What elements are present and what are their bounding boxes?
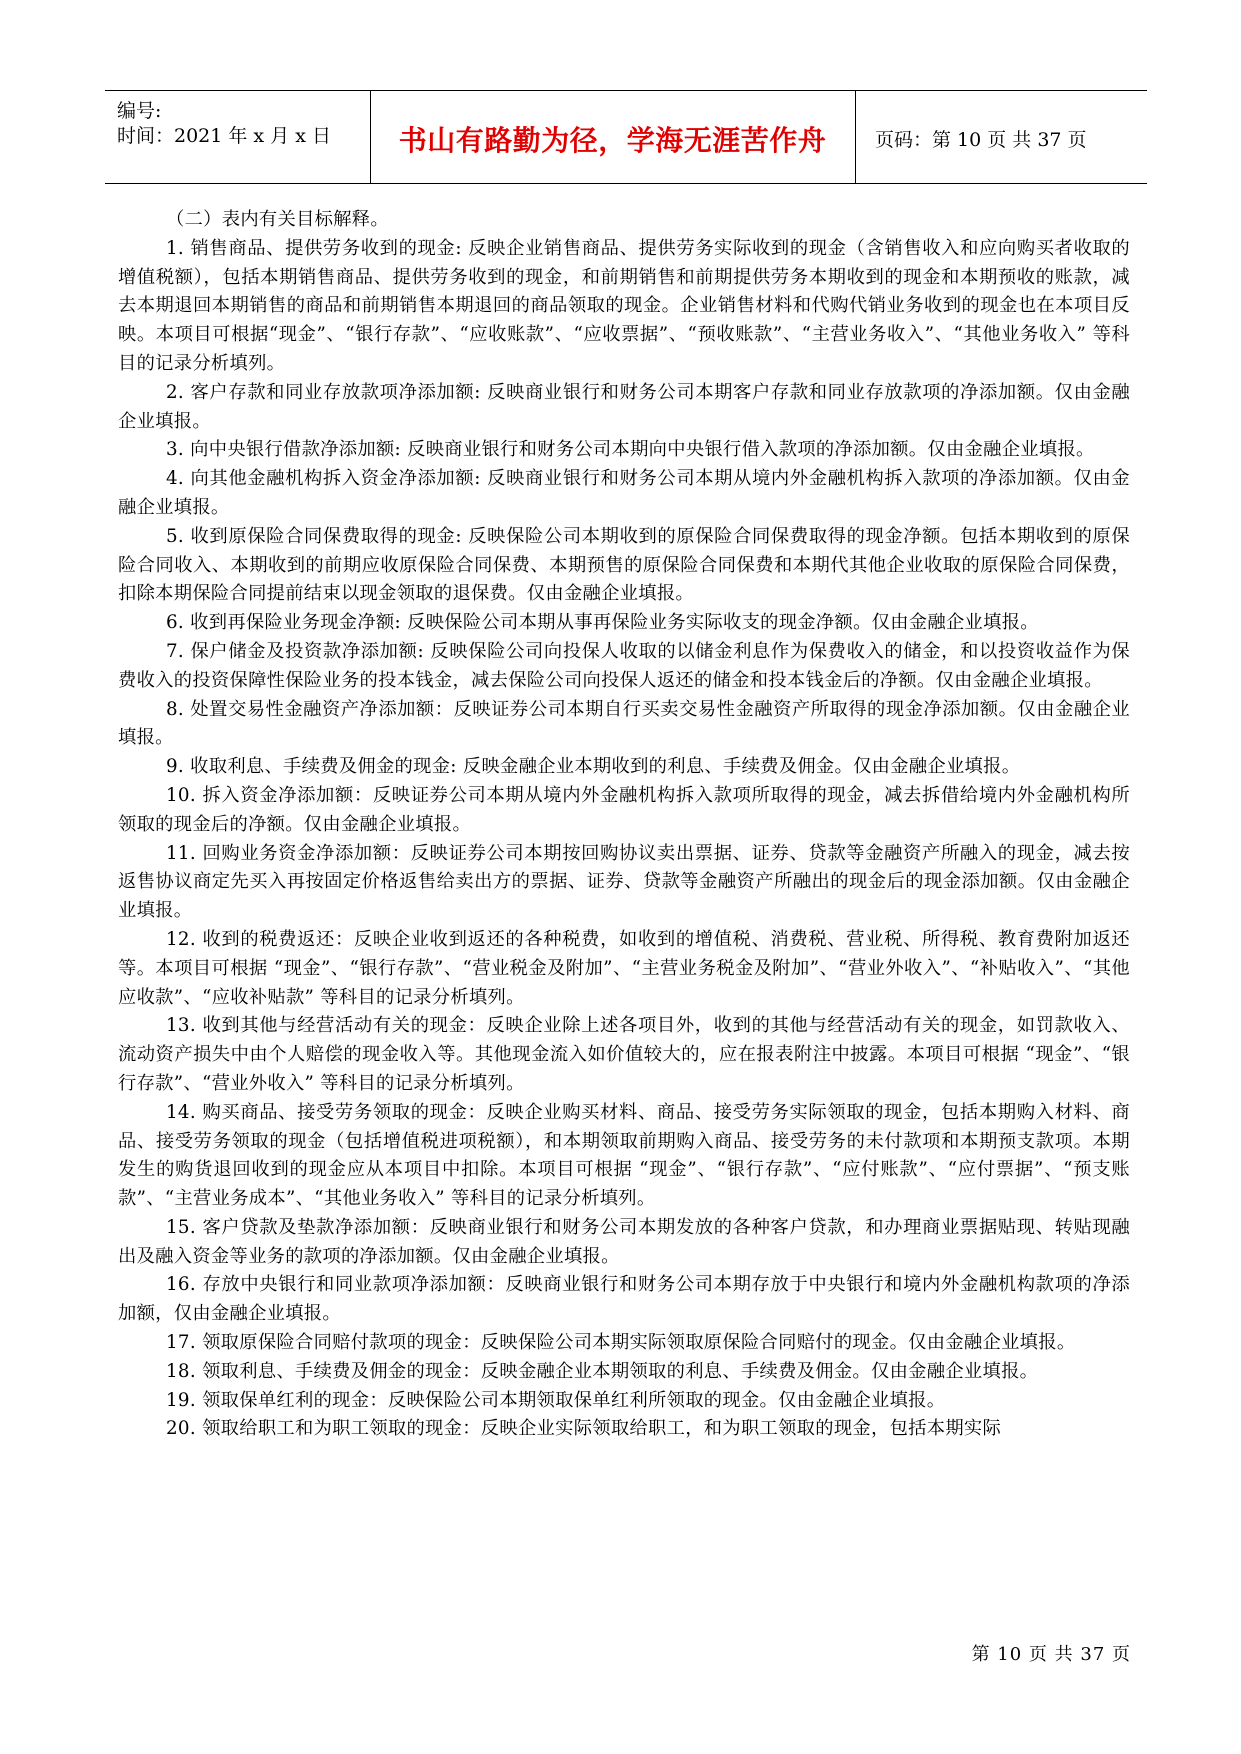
paragraph: 11. 回购业务资金净添加额：反映证券公司本期按回购协议卖出票据、证券、贷款等金融资产所融入的现金，减去按返售协议商定先买入再按固定价格返售给卖出方的票据、证券、贷款等金融资产所融出的现金后的现金添加额。仅由金融企业填报。 bbox=[118, 842, 1130, 922]
paragraph: 1. 销售商品、提供劳务收到的现金: 反映企业销售商品、提供劳务实际收到的现金（含销售收入和应向购买者收取的增值税额），包括本期销售商品、提供劳务收到的现金，和前期销售和前期提供劳务本期收到的现金和本期预收的账款，减去本期退回本期销售的商品和前期销售本期退回的商品领取的现金。企业销售材料和代购代销业务收到的现金也在本项目反映。本项目可根据“现金”、“银行存款”、“应收账款”、“应收票据”、“预收账款”、“主营业务收入”、“其他业务收入” 等科目的记录分析填列。 bbox=[118, 237, 1130, 374]
paragraph: 7. 保户储金及投资款净添加额: 反映保险公司向投保人收取的以储金利息作为保费收入的储金，和以投资收益作为保费收入的投资保障性保险业务的投本钱金，减去保险公司向投保人返还的储金和投本钱金后的净额。仅由金融企业填报。 bbox=[118, 640, 1130, 691]
paragraph: 6. 收到再保险业务现金净额: 反映保险公司本期从事再保险业务实际收支的现金净额。仅由金融企业填报。 bbox=[166, 612, 1039, 634]
paragraph: 4. 向其他金融机构拆入资金净添加额: 反映商业银行和财务公司本期从境内外金融机构拆入款项的净添加额。仅由金融企业填报。 bbox=[118, 468, 1130, 518]
header-left-cell bbox=[105, 91, 371, 183]
paragraph: 15. 客户贷款及垫款净添加额：反映商业银行和财务公司本期发放的各种客户贷款，和办理商业票据贴现、转贴现融出及融入资金等业务的款项的净添加额。仅由金融企业填报。 bbox=[118, 1216, 1130, 1267]
paragraph: 19. 领取保单红利的现金：反映保险公司本期领取保单红利所领取的现金。仅由金融企业填报。 bbox=[166, 1389, 946, 1411]
paragraph: 13. 收到其他与经营活动有关的现金：反映企业除上述各项目外，收到的其他与经营活动有关的现金，如罚款收入、流动资产损失中由个人赔偿的现金收入等。其他现金流入如价值较大的，应在报表附注中披露。本项目可根据 “现金”、“银行存款”、“营业外收入” 等科目的记录分析填列。 bbox=[118, 1015, 1130, 1094]
paragraph: 8. 处置交易性金融资产净添加额：反映证券公司本期自行买卖交易性金融资产所取得的现金净添加额。仅由金融企业填报。 bbox=[118, 698, 1130, 749]
header-right-cell bbox=[855, 91, 1147, 183]
paragraph: 3. 向中央银行借款净添加额: 反映商业银行和财务公司本期向中央银行借入款项的净添加额。仅由金融企业填报。 bbox=[166, 439, 1095, 461]
paragraph: 5. 收到原保险合同保费取得的现金: 反映保险公司本期收到的原保险合同保费取得的现金净额。包括本期收到的原保险合同收入、本期收到的前期应收原保险合同保费、本期预售的原保险合同保费和本期代其他企业收取的原保险合同保费，扣除本期保险合同提前结束以现金领取的退保费。仅由金融企业填报。 bbox=[118, 525, 1130, 605]
paragraph: 20. 领取给职工和为职工领取的现金：反映企业实际领取给职工，和为职工领取的现金，包括本期实际 bbox=[166, 1418, 1002, 1440]
paragraph: 10. 拆入资金净添加额：反映证券公司本期从境内外金融机构拆入款项所取得的现金，减去拆借给境内外金融机构所领取的现金后的净额。仅由金融企业填报。 bbox=[118, 784, 1130, 835]
header-motto: 书山有路勤为径，学海无涯苦作舟 bbox=[398, 124, 827, 157]
header-table bbox=[105, 90, 1147, 184]
document-body bbox=[118, 206, 1130, 1444]
paragraph: 17. 领取原保险合同赔付款项的现金：反映保险公司本期实际领取原保险合同赔付的现金。仅由金融企业填报。 bbox=[166, 1332, 1076, 1354]
paragraph: 2. 客户存款和同业存放款项净添加额: 反映商业银行和财务公司本期客户存款和同业存放款项的净添加额。仅由金融企业填报。 bbox=[118, 381, 1130, 432]
paragraph: （二）表内有关目标解释。 bbox=[166, 209, 389, 230]
paragraph: 9. 收取利息、手续费及佣金的现金: 反映金融企业本期收到的利息、手续费及佣金。仅由金融企业填报。 bbox=[166, 756, 1021, 778]
paragraph: 16. 存放中央银行和同业款项净添加额：反映商业银行和财务公司本期存放于中央银行和境内外金融机构款项的净添加额，仅由金融企业填报。 bbox=[118, 1274, 1130, 1325]
paragraph: 14. 购买商品、接受劳务领取的现金：反映企业购买材料、商品、接受劳务实际领取的现金，包括本期购入材料、商品、接受劳务领取的现金（包括增值税进项税额），和本期领取前期购入商品、接受劳务的未付款项和本期预支款项。本期发生的购货退回收到的现金应从本项目中扣除。本项目可根据 “现金”、“银行存款”、“应付账款”、“应付票据”、“预支账款”、“主营业务成本”、“其他业务收入” 等科目的记录分析填列。 bbox=[118, 1101, 1130, 1210]
header-middle-cell bbox=[370, 91, 856, 183]
header-page-info: 页码：第 10 页 共 37 页 bbox=[875, 129, 1087, 151]
page-footer: 第 10 页 共 37 页 bbox=[971, 1644, 1131, 1665]
document-number-label: 编号: bbox=[117, 100, 162, 122]
paragraph: 18. 领取利息、手续费及佣金的现金：反映金融企业本期领取的利息、手续费及佣金。仅由金融企业填报。 bbox=[166, 1360, 1039, 1382]
document-time-label: 时间：2021 年 x 月 x 日 bbox=[117, 125, 331, 147]
paragraph: 12. 收到的税费返还：反映企业收到返还的各种税费，如收到的增值税、消费税、营业税、所得税、教育费附加返还等。本项目可根据 “现金”、“银行存款”、“营业税金及附加”、“主营业务税金及附加”、“营业外收入”、“补贴收入”、“其他应收款”、“应收补贴款” 等科目的记录分析填列。 bbox=[118, 928, 1130, 1008]
